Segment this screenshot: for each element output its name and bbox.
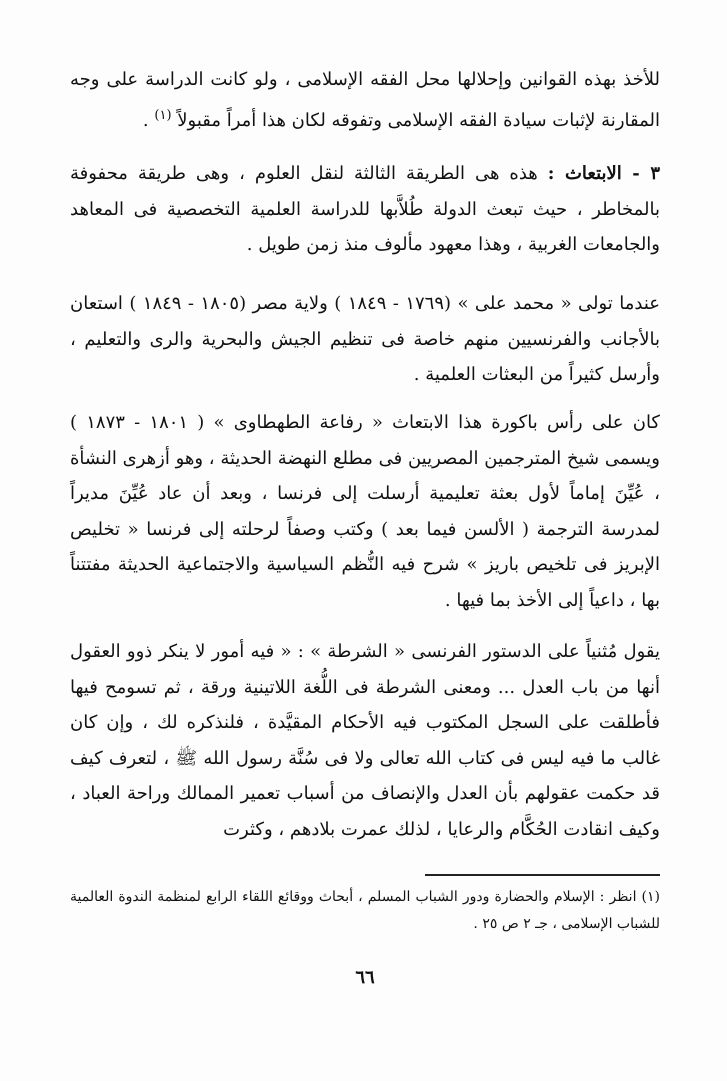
paragraph-ibtiath — [70, 156, 660, 263]
paragraph-french-constitution: يقول مُثنياً على الدستور الفرنسى « الشرطة » : « فيه أمور لا ينكر ذوو العقول أنها من باب العدل ... ومعنى الشرطة فى اللُّغة اللاتينية ورقة ، ثم تسومح فيها فأطلقت على السجل المكتوب فيه الأحكام المقيَّدة ، فلنذكره لك ، وإن كان غالب ما فيه ليس فى كتاب الله تعالى ولا فى سُنَّة رسول الله ﷺ ، لتعرف كيف قد حكمت عقولهم بأن العدل والإنصاف من أسباب تعمير الممالك وراحة العباد ، وكيف انقادت الحُكَّام والرعايا ، لذلك عمرت بلادهم ، وكثرت — [70, 641, 660, 840]
section-heading-ibtiath: ٣ - الابتعاث : — [547, 163, 660, 184]
footnote: (١) انظر : الإسلام والحضارة ودور الشباب المسلم ، أبحاث ووقائع اللقاء الرابع لمنظمة الندوة العالمية للشباب الإسلامى ، جـ ٢ ص ٢٥ . — [70, 889, 660, 932]
paragraph-rifaa-tahtawi: كان على رأس باكورة هذا الابتعاث « رفاعة الطهطاوى » ( ١٨٠١ - ١٨٧٣ ) ويسمى شيخ المترجمين المصريين فى مطلع النهضة الحديثة ، وهو أزهرى النشأة ، عُيِّنَ إماماً لأول بعثة تعليمية أرسلت إلى فرنسا ، وبعد أن عاد عُيِّنَ مديراً لمدرسة الترجمة ( الألسن فيما بعد ) وكتب وصفاً لرحلته إلى فرنسا « تخليص الإبريز فى تلخيص باريز » شرح فيه النُّظم السياسية والاجتماعية الحديثة مفتتناً بها ، داعياً إلى الأخذ بما فيها . — [70, 412, 660, 611]
footnote-reference: (١) — [154, 107, 172, 123]
footnote-divider — [425, 874, 660, 876]
paragraph-continuation — [70, 62, 660, 138]
paragraph-continuation-text: للأخذ بهذه القوانين وإحلالها محل الفقه الإسلامى ، ولو كانت الدراسة على وجه المقارنة لإثبات سيادة الفقه الإسلامى وتفوقه لكان هذا أمراً مقبولاً — [70, 69, 660, 131]
page-number: ٦٦ — [355, 967, 375, 988]
paragraph-ibtiath-text: هذه هى الطريقة الثالثة لنقل العلوم ، وهى طريقة محفوفة بالمخاطر ، حيث تبعث الدولة طُلاَّبها للدراسة العلمية التخصصية فى المعاهد والجامعات الغربية ، وهذا معهود مألوف منذ زمن طويل . — [70, 163, 660, 255]
paragraph-continuation-end: . — [142, 109, 149, 131]
book-page — [70, 62, 660, 1052]
paragraph-muhammad-ali: عندما تولى « محمد على » (١٧٦٩ - ١٨٤٩ ) ولاية مصر (١٨٠٥ - ١٨٤٩ ) استعان بالأجانب والفرنسيين منهم خاصة فى تنظيم الجيش والبحرية والرى والتعليم ، وأرسل كثيراً من البعثات العلمية . — [70, 293, 660, 385]
